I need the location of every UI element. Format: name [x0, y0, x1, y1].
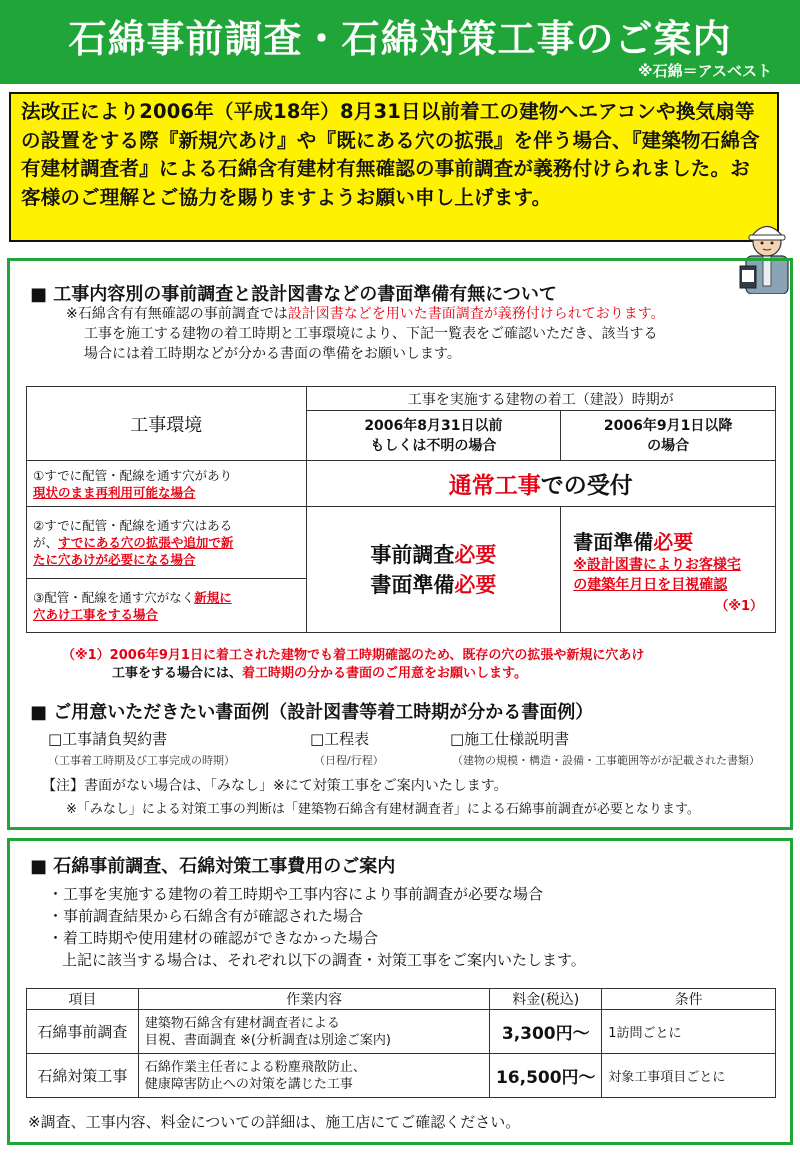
col-cond-header: 条件 [602, 989, 776, 1010]
row-1-result: 通常工事での受付 [306, 461, 775, 507]
doc-spec: □施工仕様説明書 [450, 730, 570, 748]
footnote-2: 工事をする場合には、着工時期の分かる書面のご用意をお願いします。 [112, 666, 527, 681]
bullet-3: ・着工時期や使用建材の確認ができなかった場合 [48, 929, 379, 947]
closing-note: ※調査、工事内容、料金についての詳細は、施工店にてご確認ください。 [28, 1113, 521, 1131]
section1-heading: ■ 工事内容別の事前調査と設計図書などの書面準備有無について [30, 284, 557, 305]
section2-summary: 上記に該当する場合は、それぞれ以下の調査・対策工事をご案内いたします。 [62, 951, 586, 969]
col-item-header: 項目 [27, 989, 139, 1010]
docs-heading: ■ ご用意いただきたい書面例（設計図書等着工時期が分かる書面例） [30, 702, 594, 723]
table-row-cond: 1訪問ごとに [602, 1010, 776, 1054]
header-banner [0, 0, 800, 84]
section2-heading: ■ 石綿事前調査、石綿対策工事費用のご案内 [30, 856, 396, 877]
col-before-header: 2006年8月31日以前 もしくは不明の場合 [306, 411, 561, 461]
docs-note-1: 【注】書面がない場合は、「みなし」※にて対策工事をご案内いたします。 [42, 778, 508, 794]
table-row-item: 石綿事前調査 [27, 1010, 139, 1054]
page-title: 石綿事前調査・石綿対策工事のご案内 [68, 17, 732, 61]
title-note: ※石綿＝アスベスト [638, 62, 772, 80]
notice-text: 法改正により2006年（平成18年）8月31日以前着工の建物へエアコンや換気扇等の設置をする際『新規穴あけ』や『既にある穴の拡張』を伴う場合、『建築物石綿含有建材調査者』による石綿含有建材有無確認の事前調査が義務付けられました。お客様のご理解とご協力を賜りますようお願い申し上げます。 [21, 100, 760, 209]
docs-note-2: ※「みなし」による対策工事の判断は「建築物石綿含有建材調査者」による石綿事前調査が必要となります。 [66, 802, 700, 817]
table-row-fee: 16,500円～ [490, 1054, 602, 1098]
after-result: 書面準備必要 ※設計図書によりお客様宅 の建築年月日を目視確認 （※1） [561, 507, 776, 633]
table-row-item: 石綿対策工事 [27, 1054, 139, 1098]
section1-note: ※石綿含有有無確認の事前調査では設計図書などを用いた書面調査が義務付けられております。 [66, 306, 665, 322]
doc-schedule-sub: （日程/行程） [314, 754, 384, 767]
row-1-label: ①すでに配管・配線を通す穴があり 現状のまま再利用可能な場合 [27, 461, 307, 507]
table-row-work: 石綿作業主任者による粉塵飛散防止、 健康障害防止への対策を講じた工事 [138, 1054, 489, 1098]
table-row-cond: 対象工事項目ごとに [602, 1054, 776, 1098]
bullet-1: ・工事を実施する建物の着工時期や工事内容により事前調査が必要な場合 [48, 885, 544, 903]
section1-body-1: 工事を施工する建物の着工時期と工事環境により、下記一覧表をご確認いただき、該当する [84, 326, 658, 342]
table-row-fee: 3,300円～ [490, 1010, 602, 1054]
before-result: 事前調査必要 書面準備必要 [306, 507, 561, 633]
col-fee-header: 料金(税込) [490, 989, 602, 1010]
survey-table [26, 386, 776, 633]
doc-contract: □工事請負契約書 [48, 730, 168, 748]
fee-table [26, 988, 776, 1098]
col-env-header: 工事環境 [27, 387, 307, 461]
col-after-header: 2006年9月1日以降 の場合 [561, 411, 776, 461]
bullet-2: ・事前調査結果から石綿含有が確認された場合 [48, 907, 364, 925]
row-2-label: ②すでに配管・配線を通す穴はある が、すでにある穴の拡張や追加で新 たに穴あけが必要になる場合 [27, 507, 307, 579]
col-work-header: 作業内容 [138, 989, 489, 1010]
row-3-label: ③配管・配線を通す穴がなく新規に 穴あけ工事をする場合 [27, 579, 307, 633]
section1-body-2: 場合には着工時期などが分かる書面の準備をお願いします。 [84, 346, 461, 362]
doc-spec-sub: （建物の規模・構造・設備・工事範囲等がが記載された書類） [452, 754, 760, 767]
notice-box [9, 92, 779, 242]
footnote-1: （※1）2006年9月1日に着工された建物でも着工時期確認のため、既存の穴の拡張や新規に穴あけ [62, 648, 645, 663]
table-row-work: 建築物石綿含有建材調査者による 目視、書面調査 ※(分析調査は別途ご案内) [138, 1010, 489, 1054]
col-period-header: 工事を実施する建物の着工（建設）時期が [306, 387, 775, 411]
doc-schedule: □工程表 [310, 730, 370, 748]
doc-contract-sub: （工事着工時期及び工事完成の時期） [48, 754, 235, 767]
